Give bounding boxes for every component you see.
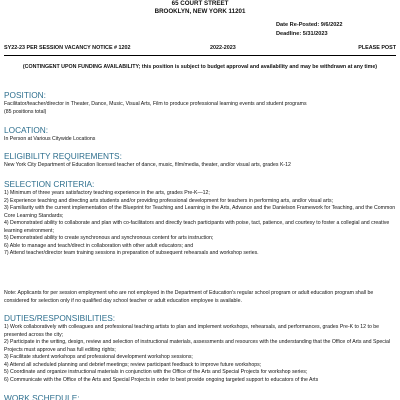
location-heading: LOCATION:	[4, 125, 49, 135]
duties-item: 2) Participate in the writing, design, review and selection of instructional materials, assessments and resources with the understanding that the Office of Arts and Special Projects must approve and has full editing rights;	[4, 339, 390, 353]
school-year: 2022-2023	[210, 45, 236, 51]
duties-item: 3) Facilitate student workshops and professional development workshop sessions;	[4, 354, 193, 360]
selection-criteria-item: 6) Able to manage and teach/direct in collaboration with other adult educators; and	[4, 242, 194, 249]
header-divider	[4, 55, 396, 56]
location-body	[4, 136, 398, 144]
address-line-2: BROOKLYN, NEW YORK 11201	[154, 8, 246, 15]
deadline: Deadline: 5/31/2023	[276, 31, 328, 37]
vacancy-row	[4, 45, 396, 53]
contingent-notice: (CONTINGENT UPON FUNDING AVAILABILITY; this position is subject to budget approval and availability and may be withdrawn at any time)	[22, 64, 378, 70]
selection-criteria-body	[4, 190, 398, 258]
duties-item: 5) Coordinate and organize instructional materials in conjunction with the Office of the Arts and Special Projects for workshop series;	[4, 369, 308, 375]
eligibility-heading: ELIGIBILITY REQUIREMENTS:	[4, 151, 122, 161]
duties-item: 1) Work collaboratively with colleagues and professional teaching artists to plan and implement workshops, rehearsals, and performances, grades Pre-K to 12 to be presented across the city;	[4, 324, 380, 338]
work-schedule-heading: WORK SCHEDULE:	[4, 393, 80, 400]
selection-criteria-item: 2) Experience teaching and directing arts students and/or providing professional development for teachers in performing arts, and/or visual arts;	[4, 197, 334, 204]
selection-criteria-item: 7) Attend teacher/director team training sessions in preparation of subsequent rehearsals and workshop series.	[4, 250, 259, 256]
position-line: (85 positions total)	[4, 108, 47, 115]
date-reposted: Date Re-Posted: 9/6/2022	[276, 22, 343, 28]
selection-criteria-item: 5) Demonstrated ability to create synchronous and synchronous content for arts instruction;	[4, 235, 214, 241]
selection-note-text: Note: Applicants for per session employment who are not employed in the Department of Education's regular school program or adult education program shall be considered for selection only if no qualified day school teacher or adult education employee is available.	[4, 290, 374, 304]
duties-heading: DUTIES/RESPONSIBILITIES:	[4, 313, 116, 323]
vacancy-notice-number: SY22-23 PER SESSION VACANCY NOTICE # 1202	[4, 45, 131, 51]
selection-criteria-heading: SELECTION CRITERIA:	[4, 179, 95, 189]
eligibility-body	[4, 162, 398, 170]
duties-body	[4, 324, 398, 384]
position-body	[4, 101, 398, 116]
selection-criteria-item: 4) Demonstrated ability to collaborate and plan with co-facilitators and directly teach participants with poise, tact, patience, and courtesy to foster a collegial and creative learning environment;	[4, 220, 390, 234]
eligibility-line: New York City Department of Education licensed teacher of dance, music, film/media, theater, and/or visual arts, grades K-12	[4, 162, 291, 168]
selection-note	[4, 290, 398, 305]
position-heading: POSITION:	[4, 90, 46, 100]
selection-criteria-item: 3) Familiarity with the current implementation of the Blueprint for Teaching and Learning in the Arts, Advance and the Danielson Framework for Teaching, and the Common Core Learning Standards;	[4, 205, 396, 219]
address-line-1: 65 COURT STREET	[171, 0, 229, 7]
position-line: Facilitator/teacher/director in Theater, Dance, Music, Visual Arts, Film to produce professional learning events and student programs	[4, 101, 307, 107]
please-post: PLEASE POST	[358, 45, 396, 51]
duties-item: 6) Communicate with the Office of the Arts and Special Projects in order to best provide ongoing targeted support to educators of the Arts	[4, 376, 319, 383]
selection-criteria-item: 1) Minimum of three years satisfactory teaching experience in the arts, grades Pre-K—12;	[4, 190, 210, 196]
duties-item: 4) Attend all scheduled planning and debrief meetings; review participant feedback to improve future workshops;	[4, 361, 262, 368]
location-line: In Person at Various Citywide Locations	[4, 136, 96, 142]
